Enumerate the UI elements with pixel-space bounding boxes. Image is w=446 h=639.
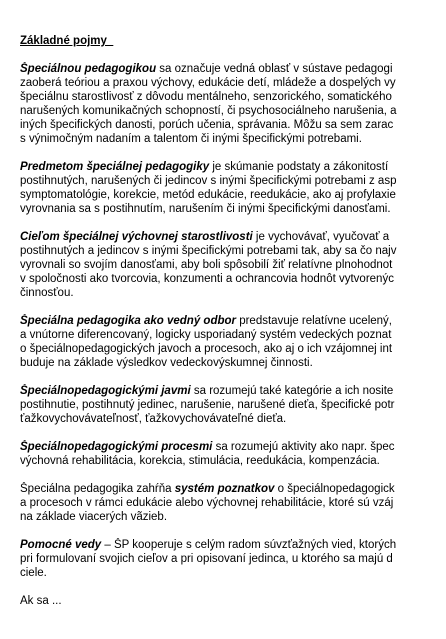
- paragraph-special-pedagogy: [20, 62, 446, 146]
- text-line: [20, 118, 446, 132]
- line-text: Špeciálna pedagogika zahŕňa: [20, 483, 175, 495]
- line-text: iných špecifických danosti, porúch učenia, správania. Môžu sa sem zarac: [20, 119, 394, 131]
- text-line: [20, 482, 446, 496]
- text-line: [20, 258, 446, 272]
- line-text: symptomatológie, korekcie, metód edukácie, reedukácie, ako aj profylaxie: [20, 189, 396, 201]
- text-line: [20, 384, 446, 398]
- line-text: je skúmanie podstaty a zákonitostí: [209, 161, 389, 173]
- line-text: špeciálnu starostlivosť z dôvodu mentálneho, senzorického, somatického: [20, 91, 392, 103]
- line-text: postihnutie, postihnutý jedinec, narušenie, narušené dieťa, špecifické potr: [20, 399, 395, 411]
- text-line: [20, 496, 446, 510]
- line-text: pri formulovaní svojich cieľov a pri opisovaní jedinca, u ktorého sa majú d: [20, 553, 393, 565]
- paragraph-auxiliary: [20, 538, 446, 580]
- text-line: [20, 90, 446, 104]
- paragraph-phenomena: [20, 384, 446, 426]
- line-text: o špeciálnopedagogick: [274, 483, 395, 495]
- text-line: [20, 104, 446, 118]
- paragraph-list: [20, 62, 446, 608]
- text-line: [20, 62, 446, 76]
- paragraph-subject: [20, 160, 446, 216]
- line-text: vyrovnania sa s postihnutím, narušením či inými špecifickými danosťami.: [20, 203, 391, 215]
- line-text: predstavuje relatívne ucelený,: [236, 315, 392, 327]
- text-line: [20, 202, 446, 216]
- text-line: [20, 566, 446, 580]
- key-term: Špeciálnopedagogickými javmi: [20, 385, 191, 397]
- line-text: výchovná rehabilitácia, korekcia, stimulácia, reedukácia, kompenzácia.: [20, 455, 380, 467]
- line-text: s výnimočným nadaním a talentom či inými špecifickými potrebami.: [20, 133, 362, 145]
- key-term: Špeciálnou pedagogikou: [20, 63, 157, 75]
- line-text: zaoberá teóriou a praxou výchovy, edukácie detí, mládeže a dospelých vy: [20, 77, 396, 89]
- text-line: [20, 594, 446, 608]
- line-text: ciele.: [20, 567, 47, 579]
- line-text: o špeciálnopedagogických javoch a procesoch, ako aj o ich vzájomnej int: [20, 343, 393, 355]
- line-text: sa označuje vedná oblasť v sústave pedagogi: [156, 63, 393, 75]
- line-text: narušených komunikačných schopností, či psychosociálneho narušenia, a: [20, 105, 397, 117]
- key-term: Špeciálnopedagogickými procesmi: [20, 441, 213, 453]
- text-line: [20, 188, 446, 202]
- key-term: systém poznatkov: [174, 483, 275, 495]
- paragraph-goal: [20, 230, 446, 300]
- text-line: [20, 286, 446, 300]
- text-line: [20, 76, 446, 90]
- text-line: [20, 342, 446, 356]
- text-line: [20, 328, 446, 342]
- paragraph-field: [20, 314, 446, 370]
- paragraph-cutoff: [20, 594, 446, 608]
- text-line: [20, 510, 446, 524]
- key-term: Cieľom špeciálnej výchovnej starostlivosti: [20, 231, 253, 243]
- line-text: vyrovnali so svojím danosťami, aby boli spôsobilí žiť relatívne plnohodnot: [20, 259, 393, 271]
- key-term: Pomocné vedy: [20, 539, 102, 551]
- paragraph-knowledge: [20, 482, 446, 524]
- key-term: Špeciálna pedagogika ako vedný odbor: [20, 315, 237, 327]
- text-line: [20, 552, 446, 566]
- line-text: je vychovávať, vyučovať a: [252, 231, 390, 243]
- line-text: Ak sa ...: [20, 595, 62, 607]
- document-heading: Základné pojmy: [20, 35, 114, 47]
- line-text: a procesoch v rámci edukácie alebo výchovnej rehabilitácie, ktoré sú vzáj: [20, 497, 394, 509]
- text-line: [20, 412, 446, 426]
- line-text: činnosťou.: [20, 287, 74, 299]
- text-line: [20, 398, 446, 412]
- text-line: [20, 160, 446, 174]
- text-line: [20, 356, 446, 370]
- line-text: na základe viacerých vãzieb.: [20, 511, 168, 523]
- line-text: sa rozumejú také kategórie a ich nosite: [190, 385, 394, 397]
- document-page: [20, 34, 446, 622]
- line-text: ťažkovychovávateľnosť, ťažkovychovávateľné dieťa.: [20, 413, 287, 425]
- text-line: [20, 174, 446, 188]
- line-text: – ŠP kooperuje s celým radom súvzťažných vied, ktorých: [101, 539, 397, 551]
- line-text: postihnutých, narušených či jedincov s inými špecifickými potrebami z asp: [20, 175, 397, 187]
- text-line: [20, 538, 446, 552]
- line-text: buduje na základe výsledkov vedeckovýskumnej činnosti.: [20, 357, 313, 369]
- text-line: [20, 314, 446, 328]
- text-line: [20, 272, 446, 286]
- line-text: a vnútorne diferencovaný, logicky usporiadaný systém vedeckých poznat: [20, 329, 392, 341]
- line-text: v spoločnosti ako tvorcovia, konzumenti a ochrancovia hodnôt vytvorenýc: [20, 273, 394, 285]
- text-line: [20, 244, 446, 258]
- text-line: [20, 454, 446, 468]
- text-line: [20, 230, 446, 244]
- key-term: Predmetom špeciálnej pedagogiky: [20, 161, 210, 173]
- text-line: [20, 132, 446, 146]
- paragraph-processes: [20, 440, 446, 468]
- line-text: postihnutých a jedincov s inými špecifickými potrebami tak, aby sa čo najv: [20, 245, 397, 257]
- line-text: sa rozumejú aktivity ako napr. špec: [212, 441, 395, 453]
- text-line: [20, 440, 446, 454]
